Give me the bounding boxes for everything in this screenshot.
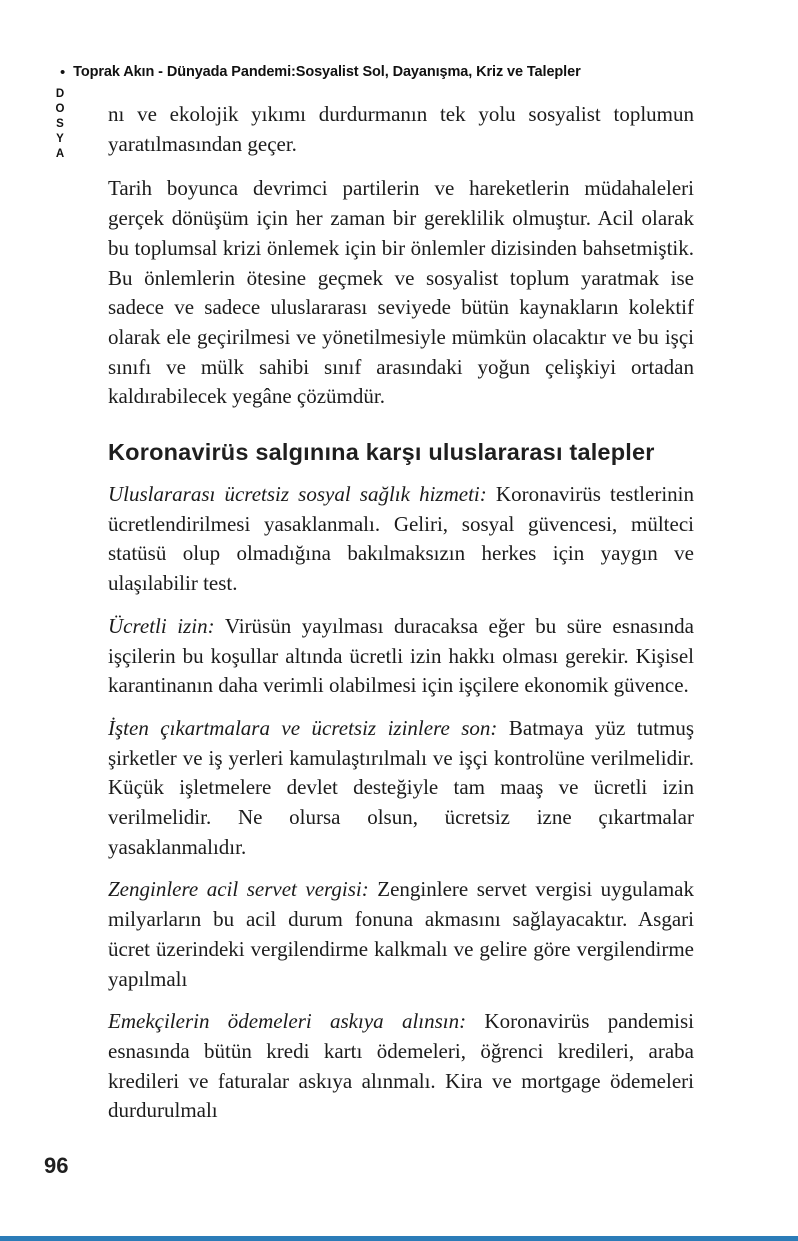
section-heading: Koronavirüs salgınına karşı uluslararası talepler <box>108 439 655 466</box>
demand-lead: Uluslararası ücretsiz sosyal sağlık hizmeti: <box>108 482 487 507</box>
demand-text: Koronavirüs testlerinin ücretlendirilmesi yasaklanmalı. Geliri, sosyal güvencesi, mülteci statüsü olup olmadığına bakılmaksızın herkes için yaygın ve ulaşılabilir test. <box>108 482 694 596</box>
running-header <box>60 63 718 80</box>
paragraph-continuation: nı ve ekolojik yıkımı durdurmanın tek yolu sosyalist toplumun yaratılmasından geçer. <box>108 102 694 156</box>
demand-paragraph <box>108 875 694 994</box>
demand-text: Koronavirüs pandemisi esnasında bütün kredi kartı ödemeleri, öğrenci kredileri, araba kredileri ve faturalar askıya alınmalı. Kira ve mortgage ödemeleri durdurulmalı <box>108 1009 695 1123</box>
main-text-column <box>108 100 694 1139</box>
demand-lead: Zenginlere acil servet vergisi: <box>108 877 369 902</box>
header-bullet-icon: • <box>60 63 66 81</box>
bottom-edge-strip <box>0 1236 798 1241</box>
demand-paragraph <box>108 1007 694 1126</box>
demand-text: Virüsün yayılması duracaksa eğer bu süre esnasında işçilerin bu koşullar altında ücretli izin hakkı olması gerekir. Kişisel karantinanın daha verimli olabilmesi için işçilere ekonomik güvence. <box>108 613 694 698</box>
paragraph-intro: Tarih boyunca devrimci partilerin ve hareketlerin müdahaleleri gerçek dönüşüm için her zaman bir gereklilik olmuştur. Acil olarak bu toplumsal krizi önlemek için bir önlemler dizisinden bahsetmiştik. Bu önlemlerin ötesine geçmek ve sosyalist toplum yaratmak ise sadece ve sadece uluslararası seviyede bütün kaynakların kolektif olarak ele geçirilmesi ve yönetilmesiyle mümkün olacaktır ve bu işçi sınıfı ve mülk sahibi sınıf arasındaki yoğun çelişkiyi ortadan kaldırabilecek yegâne çözümdür. <box>108 176 694 409</box>
demand-lead: Emekçilerin ödemeleri askıya alınsın: <box>108 1009 467 1034</box>
demand-paragraph <box>108 480 694 599</box>
header-chapter-title: Dünyada Pandemi:Sosyalist Sol, Dayanışma, Kriz ve Talepler <box>166 64 581 80</box>
demand-text: Batmaya yüz tutmuş şirketler ve iş yerleri kamulaştırılmalı ve işçi kontrolüne verilmelidir. Küçük işletmelere devlet desteğiyle tam maaş ve ücretli izin verilmelidir. Ne olursa olsun, ücretsiz izne çıkartmalar yasaklanmalıdır. <box>108 715 695 859</box>
demand-lead: İşten çıkartmalara ve ücretsiz izinlere son: <box>108 715 498 740</box>
demand-lead: Ücretli izin: <box>108 613 215 638</box>
section-label-dosya: DOSYA <box>54 88 66 163</box>
demand-paragraph <box>108 612 694 701</box>
demand-paragraph <box>108 714 694 863</box>
header-author: Toprak Akın - <box>73 64 167 80</box>
page-number: 96 <box>44 1153 69 1178</box>
demand-text: Zenginlere servet vergisi uygulamak milyarların bu acil durum fonuna akmasını sağlayacaktır. Asgari ücret üzerindeki vergilendirme kalkmalı ve gelire göre vergilendirme yapılmalı <box>108 877 694 991</box>
